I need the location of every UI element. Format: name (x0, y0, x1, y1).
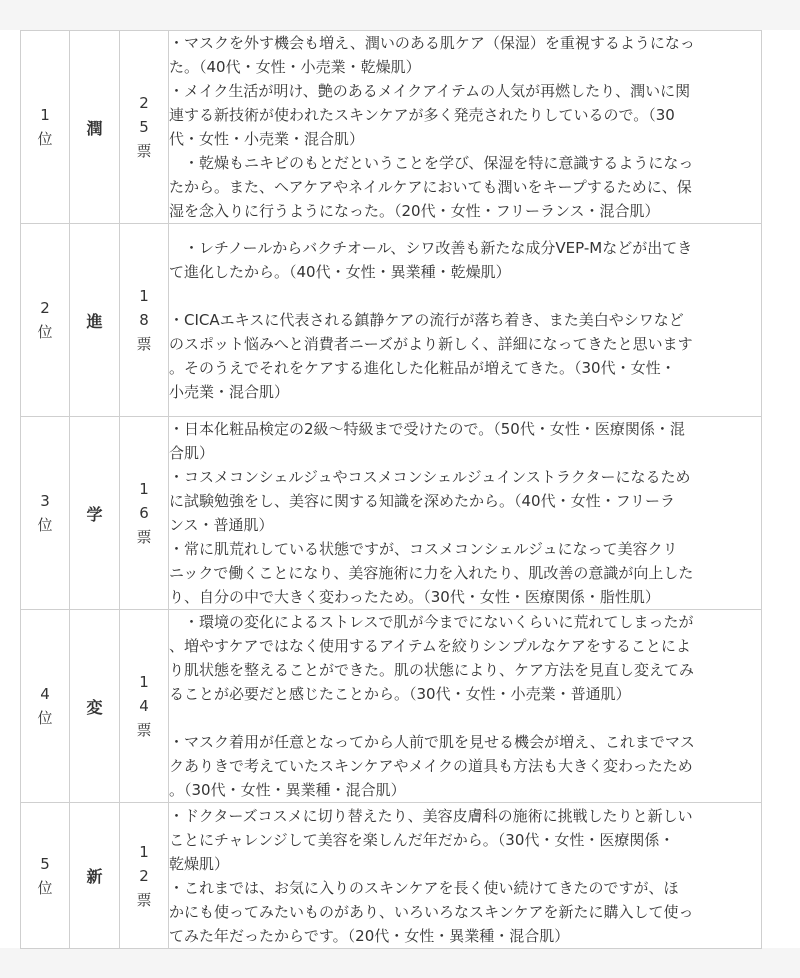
comment-line: ・常に肌荒れしている状態ですが、コスメコンシェルジュになって美容クリ (169, 540, 678, 558)
comments-cell (169, 31, 762, 224)
kanji-cell: 進 (70, 224, 120, 417)
ranking-row (21, 31, 762, 224)
votes-text: 8 (139, 311, 149, 329)
comment-line: ることが必要だと感じたことから。（30代・女性・小売業・普通肌） (169, 685, 631, 703)
rank-cell (21, 610, 70, 803)
votes-text: 票 (136, 142, 152, 160)
rank-text: 3 (40, 492, 50, 510)
votes-text: 2 (139, 866, 149, 885)
votes-cell (120, 224, 169, 417)
comment-line: のスポット悩みへと消費者ニーズがより新しく、詳細になってきたと思います (169, 335, 693, 353)
rank-text: 位 (37, 709, 53, 727)
votes-text: 6 (139, 504, 149, 522)
comment-line: ・メイク生活が明け、艶のあるメイクアイテムの人気が再燃したり、潤いに関 (169, 82, 691, 100)
ranking-row (21, 803, 762, 949)
blank-line (169, 706, 761, 730)
votes-cell (120, 31, 169, 224)
comment-line: 。（30代・女性・異業種・混合肌） (169, 781, 406, 799)
comment-line: ・レチノールからバクチオール、シワ改善も新たな成分VEP-Mなどが出てき (169, 239, 693, 257)
rank-cell (21, 224, 70, 417)
votes-text: 1 (139, 287, 149, 305)
comment-line: かにも使ってみたいものがあり、いろいろなスキンケアを新たに購入して使っ (169, 902, 694, 921)
votes-cell (120, 610, 169, 803)
kanji-cell: 新 (70, 803, 120, 949)
comment-line: ・コスメコンシェルジュやコスメコンシェルジュインストラクターになるため (169, 468, 691, 486)
comment-line: ・マスクを外す機会も増え、潤いのある肌ケア（保湿）を重視するようになっ (169, 34, 695, 52)
votes-text: 1 (139, 842, 149, 861)
comments-cell (169, 803, 762, 949)
votes-text: 1 (139, 673, 149, 691)
votes-text: 4 (139, 697, 149, 715)
votes-text: 1 (139, 480, 149, 498)
comments-cell (169, 610, 762, 803)
rank-text: 4 (40, 685, 50, 703)
comment-line: ことにチャレンジして美容を楽しんだ年だから。（30代・女性・医療関係・ (169, 830, 675, 849)
comments-cell (169, 224, 762, 417)
comment-line: た。（40代・女性・小売業・乾燥肌） (169, 58, 421, 76)
votes-cell (120, 417, 169, 610)
comment-line: ・環境の変化によるストレスで肌が今までにないくらいに荒れてしまったが (169, 613, 694, 631)
blank-line (169, 284, 761, 308)
comment-line: 、増やすケアではなく使用するアイテムを絞りシンプルなケアをすることによ (169, 637, 691, 655)
comment-line: 。そのうえでそれをケアする進化した化粧品が増えてきた。（30代・女性・ (169, 359, 676, 377)
rank-text: 5 (40, 854, 50, 873)
rank-text: 位 (37, 516, 53, 534)
kanji-ranking-table (20, 30, 762, 949)
comment-line: ・日本化粧品検定の2級〜特級まで受けたので。（50代・女性・医療関係・混 (169, 420, 685, 438)
votes-text: 票 (136, 335, 152, 353)
comment-line: ・CICAエキスに代表される鎮静ケアの流行が落ち着き、また美白やシワなど (169, 311, 684, 329)
comment-line: ・乾燥もニキビのもとだということを学び、保湿を特に意識するようになっ (169, 154, 694, 172)
comment-line: ・ドクターズコスメに切り替えたり、美容皮膚科の施術に挑戦したりと新しい (169, 806, 693, 825)
votes-text: 5 (139, 118, 149, 136)
comment-line: ンス・普通肌） (169, 516, 274, 534)
rank-text: 2 (40, 299, 50, 317)
kanji-cell: 変 (70, 610, 120, 803)
comment-line: ・マスク着用が任意となってから人前で肌を見せる機会が増え、これまでマス (169, 733, 695, 751)
ranking-row (21, 224, 762, 417)
comment-line: てみた年だったからです。（20代・女性・異業種・混合肌） (169, 926, 570, 945)
comment-line: クありきで考えていたスキンケアやメイクの道具も方法も大きく変わったため (169, 757, 693, 775)
ranking-row (21, 610, 762, 803)
rank-text: 位 (37, 878, 53, 897)
votes-text: 票 (136, 721, 152, 739)
rank-text: 位 (37, 323, 53, 341)
ranking-container (0, 30, 800, 948)
comment-line: ・これまでは、お気に入りのスキンケアを長く使い続けてきたのですが、ほ (169, 878, 679, 897)
rank-text: 1 (40, 106, 50, 124)
comment-line: て進化したから。（40代・女性・異業種・乾燥肌） (169, 263, 511, 281)
comment-line: ニックで働くことになり、美容施術に力を入れたり、肌改善の意識が向上した (169, 564, 694, 582)
rank-text: 位 (37, 130, 53, 148)
comment-line: たから。また、ヘアケアやネイルケアにおいても潤いをキープするために、保 (169, 178, 692, 196)
comment-line: 湿を念入りに行うようになった。（20代・女性・フリーランス・混合肌） (169, 202, 660, 220)
votes-cell (120, 803, 169, 949)
comment-line: 乾燥肌） (169, 854, 230, 873)
kanji-cell: 潤 (70, 31, 120, 224)
votes-text: 票 (136, 528, 152, 546)
comment-line: 代・女性・小売業・混合肌） (169, 130, 365, 148)
comment-line: り肌状態を整えることができた。肌の状態により、ケア方法を見直し変えてみ (169, 661, 695, 679)
comment-line: 合肌） (169, 444, 215, 462)
kanji-cell: 学 (70, 417, 120, 610)
comment-line: り、自分の中で大きく変わったため。（30代・女性・医療関係・脂性肌） (169, 588, 660, 606)
rank-cell (21, 31, 70, 224)
rank-cell (21, 417, 70, 610)
votes-text: 票 (136, 890, 152, 909)
comment-line: 小売業・混合肌） (169, 383, 290, 401)
comment-line: 連する新技術が使われたスキンケアが多く発売されたりしているので。（30 (169, 106, 675, 124)
rank-cell (21, 803, 70, 949)
votes-text: 2 (139, 94, 149, 112)
comment-line: に試験勉強をし、美容に関する知識を深めたから。（40代・女性・フリーラ (169, 492, 675, 510)
ranking-row (21, 417, 762, 610)
comments-cell (169, 417, 762, 610)
